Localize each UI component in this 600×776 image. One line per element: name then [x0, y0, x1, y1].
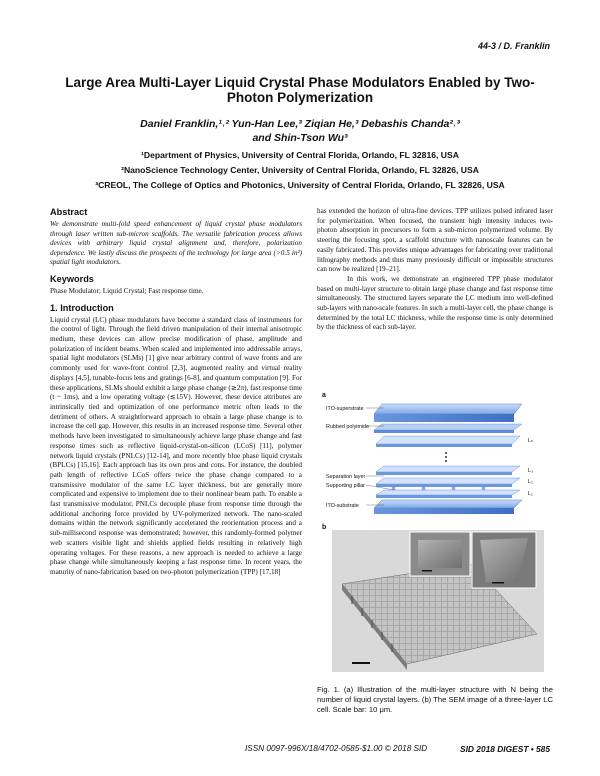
ellipsis-dot: [445, 460, 447, 462]
ito-superstrate-slab: [374, 404, 522, 422]
figure-panel-a: [322, 392, 548, 517]
label-supporting-pillar: Supporting pillar: [326, 483, 365, 489]
ito-substrate-slab: [374, 500, 522, 514]
ellipsis-dot: [445, 456, 447, 458]
multilayer-illustration: [322, 392, 548, 517]
label-ln: Lₙ: [528, 438, 534, 444]
figure-caption: Fig. 1. (a) Illustration of the multi-layer structure with N being the number of liquid crystal layers. (b) The SEM image of a three-layer LC cell. Scale bar: 10 μm.: [317, 685, 553, 714]
label-ito-superstrate: ITO-superstrate: [326, 406, 364, 412]
footer-digest: SID 2018 DIGEST • 585: [460, 744, 550, 754]
right-column: [317, 207, 553, 333]
layer-ln-slab: [376, 436, 520, 447]
label-l3: L₃: [528, 468, 534, 474]
rubbed-polyimide-slab: [374, 424, 522, 433]
label-l2: L₂: [528, 479, 534, 485]
label-rubbed-polyimide: Rubbed polyimide: [326, 424, 370, 430]
abstract-text: We demonstrate multi-fold speed enhancement of liquid crystal phase modulators through laser written sub-micron scaffolds. The versatile fabrication process allows devices with arbitrary liquid crystal alignment and, therefore, polarization dependence. We lastly discuss the prospects of the technology for large area (>0.5 in²) spatial light modulators.: [50, 220, 302, 267]
footer-issn: ISSN 0097-996X/18/4702-0585-$1.00 © 2018 SID: [245, 744, 428, 753]
layer-l2-slab: [376, 478, 520, 487]
layer-l3-slab: [376, 466, 520, 475]
figure-panel-b: [322, 524, 548, 674]
keywords-heading: Keywords: [50, 273, 94, 284]
scale-bar: [422, 570, 432, 572]
running-head: 44-3 / D. Franklin: [477, 41, 550, 51]
panel-b-label: b: [322, 524, 327, 531]
panel-a-label: a: [322, 392, 326, 399]
label-ito-substrate: ITO-substrate: [326, 503, 359, 509]
keywords-text: Phase Modulator; Liquid Crystal; Fast response time.: [50, 286, 204, 295]
author-list: [60, 117, 540, 145]
author-line-1: Daniel Franklin,¹˒² Yun-Han Lee,³ Ziqian He,³ Debashis Chanda²˒³: [140, 118, 460, 130]
layer-l1-slab: [376, 490, 520, 498]
paper-title: Large Area Multi-Layer Liquid Crystal Phase Modulators Enabled by Two-Photon Polymerization: [65, 75, 535, 105]
affiliation-3: ³CREOL, The College of Optics and Photonics, University of Central Florida, Orlando, FL 32826, USA: [95, 180, 505, 190]
left-column: [50, 207, 302, 578]
author-line-2: and Shin-Tson Wu³: [252, 132, 348, 144]
sem-inset-left-detail: [418, 540, 462, 568]
introduction-text: Liquid crystal (LC) phase modulators have become a standard class of instruments for the control of light. Through the field driven manipulation of their internal anisotropic medium, these devices can allow precise modification of phase, amplitude and polarization of incident beams. When scaled and implemented into addressable arrays, spatial light modulators (SLMs) [1] give near arbitrary control of wave fronts and are commonly used for wave-front control [2,3], augmented reality and virtual reality displays [4,5], tunable-focus lens and gratings [6-8], and quantum computation [9]. For these applications, SLMs should exhibit a large phase change (≳2π), fast response time (t ~ 1ms), and a low operating voltage (≲15V). However, these device attributes are intrinsically tied and optimization of one performance metric often leads to the detriment of others. A straightforward approach to obtain a large phase change is to increase the cell gap. However, this results in an increased response time. Several other methods have been investigated to simultaneously achieve large phase change and fast response times such as reflective liquid-crystal-on-silicon (LCoS) [11], polymer network liquid crystals (PNLCs) [12-14], and more recently blue phase liquid crystals (BPLCs) [15,16]. Each approach has its own pros and cons. For instance, the doubled path length of reflective LCoS offers twice the phase change compared to a transmissive modulator of the same LC layer thickness, but are generally more complicated and expensive to implement due to their nonlinear beam path. To enable a fast transmissive modulator, PNLCs decouple phase from response time through the additional anchoring force provided by UV-polymerized network. The nano-scaled domains within the network significantly accelerated the reorientation process and a sub-millisecond response was demonstrated; however, this randomly-formed polymer web scatters visible light and shields applied fields resulting in relatively high operating voltages. For these reasons, a new approach is needed to achieve a large phase change while simultaneously keeping a fast response time. In recent years, the maturity of nano-fabrication based on two-photon polymerization (TPP) [17,18]: [50, 315, 302, 576]
introduction-heading: 1. Introduction: [50, 302, 114, 313]
label-l1: L₁: [528, 491, 533, 497]
right-para-1: has extended the horizon of ultra-fine devices. TPP utilizes pulsed infrared laser for polymerization. When focused, the transient high intensity induces two-photon absorption in precursors to form a sub-micron polymerized volume. By steering the focusing spot, a scaffold structure with nanoscale features can be easily fabricated. This provides unique advantages for fabricating over traditional lithography methods and thus many previously difficult or impossible structures can now be realized [19–21].: [317, 207, 553, 274]
sem-image: [322, 524, 548, 674]
right-para-2: In this work, we demonstrate an engineered TPP phase modulator based on multi-layer structure to obtain large phase change and fast response time simultaneously. The structured layers separate the LC medium into well-defined sub-layers with nano-scale features. In such a multi-layer cell, the phase change is determined by the total LC thickness, while the response time is only determined by the thickness of each sub-layer.: [317, 274, 553, 332]
scale-bar: [352, 662, 370, 664]
scale-bar: [492, 582, 504, 584]
abstract-heading: Abstract: [50, 207, 88, 217]
ellipsis-dot: [445, 452, 447, 454]
label-separation-layer: Separation layer: [326, 474, 366, 480]
affiliation-1: ¹Department of Physics, University of Central Florida, Orlando, FL 32816, USA: [141, 150, 459, 160]
affiliation-2: ²NanoScience Technology Center, University of Central Florida, Orlando, FL 32826, USA: [121, 165, 479, 175]
